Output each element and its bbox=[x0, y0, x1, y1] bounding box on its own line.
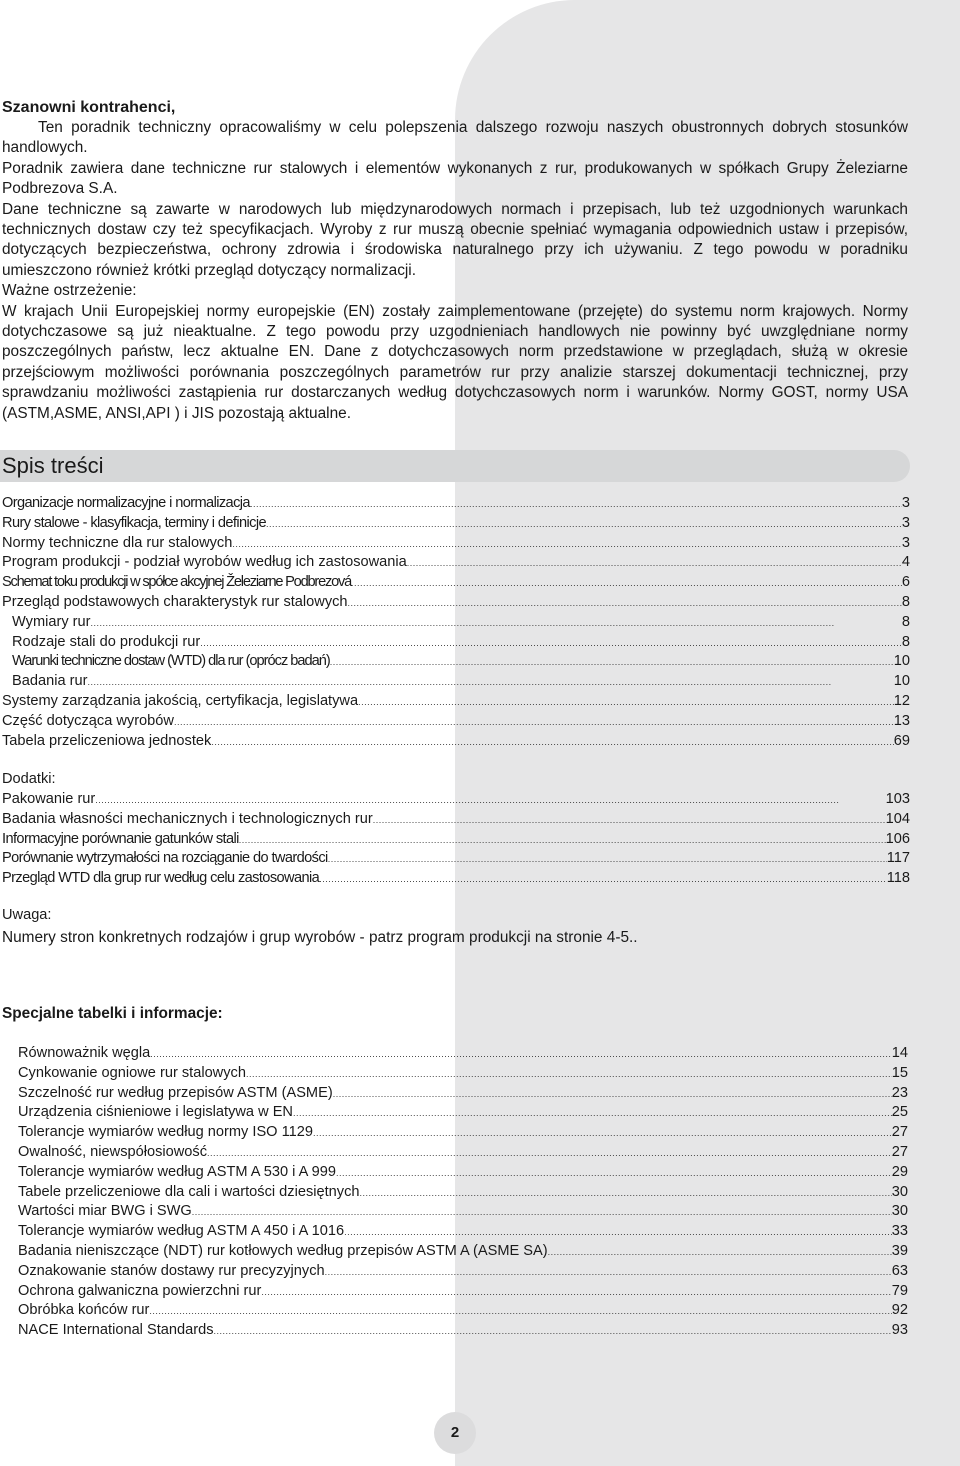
toc-item-page: 8 bbox=[901, 593, 910, 610]
dot-leader bbox=[250, 495, 902, 515]
dot-leader bbox=[360, 1184, 892, 1204]
dot-leader bbox=[266, 515, 902, 535]
dot-leader bbox=[548, 1243, 892, 1263]
toc-item-label: Tolerancje wymiarów według ASTM A 450 i A 1016 bbox=[18, 1223, 345, 1240]
dot-leader bbox=[344, 1223, 892, 1243]
toc-item-label: Oznakowanie stanów dostawy rur precyzyjnych bbox=[18, 1262, 325, 1279]
toc-item-label: Tabele przeliczeniowe dla cali i wartości dziesiętnych bbox=[18, 1183, 360, 1200]
toc-item-label: Organizacje normalizacyjne i normalizacja bbox=[2, 495, 250, 511]
dot-leader bbox=[313, 1124, 892, 1144]
toc-item-page: 92 bbox=[891, 1302, 908, 1319]
toc-subitem[interactable] bbox=[2, 672, 910, 692]
toc-item[interactable] bbox=[2, 692, 910, 712]
dot-leader bbox=[150, 1045, 892, 1065]
toc-item[interactable] bbox=[2, 553, 910, 573]
dot-leader bbox=[293, 1104, 892, 1124]
intro-paragraph: W krajach Unii Europejskiej normy europejskie (EN) zostały zaimplementowane (przejęte) do systemu norm krajowych. Normy dotychczasowe są już nieaktualne. Z tego powodu przy uzgodnieniach handlowych nie powinny być uwzględniane normy poszczególnych państw, lecz aktualne EN. Dane z dotychczasowych norm przedstawione w przeglądach, służą w okresie przejściowym możliwości porównania poszczególnych parametrów rur przy analizie starszej dokumentacji technicznej, przy sprawdzaniu możliwości zastąpienia rur dostarczanych według dotychczasowych norm i warunków. Normy GOST, normy USA (ASTM,ASME, ANSI,API ) i JIS pozostają aktualne. bbox=[2, 302, 908, 422]
toc-item-page: 3 bbox=[901, 534, 910, 551]
toc-item-page: 12 bbox=[893, 692, 910, 709]
special-item[interactable] bbox=[18, 1123, 908, 1143]
dot-leader bbox=[325, 1263, 892, 1283]
dot-leader bbox=[174, 713, 894, 733]
toc-item-label: Program produkcji - podział wyrobów według ich zastosowania bbox=[2, 554, 407, 571]
toc-item-page: 3 bbox=[901, 495, 910, 511]
intro-paragraph: Dane techniczne są zawarte w narodowych lub międzynarodowych normach i przepisach, lub też uzgodnionych warunkach technicznych dostaw czy też specyfikacjach. Wyroby z rur muszą obecnie spełniać wymagania odpowiednich ustaw i przepisów, dotyczących bezpieczeństwa, ochrony zdrowia i środowiska naturalnego przy ich używaniu. Z tego powodu w poradniku umieszczono również krótki przegląd dotyczący normalizacji. bbox=[2, 200, 908, 279]
toc-item-page: 63 bbox=[891, 1262, 908, 1279]
special-item[interactable] bbox=[18, 1262, 908, 1282]
dot-leader bbox=[149, 1302, 891, 1322]
dot-leader bbox=[211, 733, 893, 753]
dot-leader bbox=[95, 791, 885, 811]
special-title: Specjalne tabelki i informacje: bbox=[2, 1005, 223, 1022]
dot-leader bbox=[91, 614, 902, 634]
toc-item-page: 8 bbox=[901, 633, 910, 650]
toc-item-label: NACE International Standards bbox=[18, 1322, 214, 1339]
dot-leader bbox=[239, 831, 886, 851]
toc-item[interactable] bbox=[2, 712, 910, 732]
dot-leader bbox=[214, 1322, 892, 1342]
toc-item-page: 93 bbox=[891, 1322, 908, 1339]
toc-item[interactable] bbox=[2, 514, 910, 534]
toc-item-label: Pakowanie rur bbox=[2, 791, 96, 807]
toc-item-label: Owalność, niewspółosiowość bbox=[18, 1143, 207, 1160]
toc-item-label: Wymiary rur bbox=[12, 613, 91, 630]
toc-item-page: 4 bbox=[901, 554, 910, 571]
appendix-list bbox=[2, 790, 910, 889]
toc-item-label: Normy techniczne dla rur stalowych bbox=[2, 534, 233, 551]
page-number-badge: 2 bbox=[434, 1412, 476, 1454]
dot-leader bbox=[319, 870, 887, 890]
toc-item-label: Systemy zarządzania jakością, certyfikacja, legislatywa bbox=[2, 692, 359, 709]
toc-item-page: 23 bbox=[891, 1084, 908, 1101]
intro-text bbox=[2, 118, 908, 424]
appendix-item[interactable] bbox=[2, 849, 910, 869]
special-item[interactable] bbox=[18, 1321, 908, 1341]
special-item[interactable] bbox=[18, 1084, 908, 1104]
toc-item[interactable] bbox=[2, 593, 910, 613]
toc-item-page: 117 bbox=[886, 850, 910, 867]
special-list bbox=[18, 1044, 908, 1341]
dot-leader bbox=[192, 1203, 892, 1223]
toc-item-label: Badania własności mechanicznych i technologicznych rur bbox=[2, 810, 373, 827]
toc-item-page: 79 bbox=[891, 1282, 908, 1299]
toc-item-page: 104 bbox=[885, 810, 910, 827]
appendix-item[interactable] bbox=[2, 830, 910, 850]
dot-leader bbox=[207, 1144, 892, 1164]
special-item[interactable] bbox=[18, 1222, 908, 1242]
toc-item-label: Porównanie wytrzymałości na rozciąganie do twardości bbox=[2, 850, 328, 867]
dot-leader bbox=[407, 554, 902, 574]
toc-item-label: Szczelność rur według przepisów ASTM (ASME) bbox=[18, 1084, 333, 1101]
toc-item-page: 118 bbox=[886, 870, 910, 887]
toc-item-page: 27 bbox=[891, 1143, 908, 1160]
toc-item-page: 10 bbox=[893, 673, 910, 690]
dot-leader bbox=[328, 850, 887, 870]
toc-item-page: 8 bbox=[901, 613, 910, 630]
toc-item-label: Przegląd podstawowych charakterystyk rur stalowych bbox=[2, 593, 348, 610]
toc-title: Spis treści bbox=[2, 453, 104, 478]
toc-item-page: 13 bbox=[893, 712, 910, 729]
warning-label: Ważne ostrzeżenie: bbox=[2, 282, 137, 300]
dot-leader bbox=[351, 574, 902, 594]
dot-leader bbox=[246, 1065, 892, 1085]
dot-leader bbox=[358, 693, 894, 713]
toc-item-page: 15 bbox=[891, 1064, 908, 1081]
toc-item-label: Tabela przeliczeniowa jednostek bbox=[2, 732, 212, 749]
special-item[interactable] bbox=[18, 1242, 908, 1262]
toc-item-label: Równoważnik węgla bbox=[18, 1045, 151, 1061]
dot-leader bbox=[336, 1164, 892, 1184]
special-item[interactable] bbox=[18, 1202, 908, 1222]
toc-item-label: Rodzaje stali do produkcji rur bbox=[12, 633, 201, 650]
special-item[interactable] bbox=[18, 1301, 908, 1321]
toc-list bbox=[2, 494, 910, 751]
toc-item-label: Wartości miar BWG i SWG bbox=[18, 1203, 192, 1220]
dot-leader bbox=[348, 594, 902, 614]
toc-item[interactable] bbox=[2, 534, 910, 554]
dot-leader bbox=[373, 811, 886, 831]
dot-leader bbox=[200, 634, 902, 654]
toc-item-page: 6 bbox=[901, 574, 910, 591]
special-item[interactable] bbox=[18, 1163, 908, 1183]
appendix-item[interactable] bbox=[2, 810, 910, 830]
toc-item-page: 30 bbox=[891, 1183, 908, 1200]
toc-item-label: Informacyjne porównanie gatunków stali bbox=[2, 830, 239, 847]
toc-subitem[interactable] bbox=[2, 633, 910, 653]
toc-item-label: Tolerancje wymiarów według ASTM A 530 i A 999 bbox=[18, 1163, 336, 1180]
toc-item-label: Badania rur bbox=[12, 673, 88, 690]
dot-leader bbox=[330, 653, 894, 673]
dot-leader bbox=[87, 673, 893, 693]
special-item[interactable] bbox=[18, 1044, 908, 1064]
toc-item-label: Schemat toku produkcji w spółce akcyjnej Železiarne Podbrezová bbox=[2, 574, 352, 591]
toc-item-page: 30 bbox=[891, 1203, 908, 1220]
toc-item-page: 103 bbox=[885, 791, 910, 807]
toc-item-label: Urządzenia ciśnieniowe i legislatywa w EN bbox=[18, 1104, 293, 1121]
toc-header-bar bbox=[0, 450, 910, 482]
intro-paragraph: Poradnik zawiera dane techniczne rur stalowych i elementów wykonanych z rur, produkowanych w spółkach Grupy Żeleziarne Podbrezova S.A. bbox=[2, 159, 908, 198]
toc-item-label: Tolerancje wymiarów według normy ISO 1129 bbox=[18, 1124, 313, 1141]
toc-item-label: Cynkowanie ogniowe rur stalowych bbox=[18, 1064, 246, 1081]
toc-item-label: Rury stalowe - klasyfikacja, terminy i definicje bbox=[2, 514, 266, 531]
appendix-label: Dodatki: bbox=[2, 771, 56, 787]
special-item[interactable] bbox=[18, 1064, 908, 1084]
dot-leader bbox=[232, 535, 902, 555]
toc-subitem[interactable] bbox=[2, 652, 910, 672]
dot-leader bbox=[261, 1283, 891, 1303]
toc-item-page: 27 bbox=[891, 1124, 908, 1141]
toc-item-label: Warunki techniczne dostaw (WTD) dla rur (oprócz badań) bbox=[12, 653, 330, 670]
toc-item-label: Część dotycząca wyrobów bbox=[2, 712, 174, 729]
toc-item-label: Przegląd WTD dla grup rur według celu zastosowania bbox=[2, 870, 320, 887]
toc-item-page: 3 bbox=[901, 514, 910, 531]
toc-item-page: 29 bbox=[891, 1163, 908, 1180]
toc-item-page: 25 bbox=[891, 1104, 908, 1121]
dot-leader bbox=[333, 1085, 892, 1105]
toc-item-page: 14 bbox=[891, 1045, 908, 1061]
toc-item-page: 106 bbox=[885, 830, 910, 847]
toc-item-label: Badania nieniszczące (NDT) rur kotłowych według przepisów ASTM A (ASME SA) bbox=[18, 1242, 548, 1259]
appendix-item[interactable] bbox=[2, 869, 910, 889]
toc-item[interactable] bbox=[2, 573, 910, 593]
toc-item-page: 69 bbox=[893, 732, 910, 749]
toc-item[interactable] bbox=[2, 732, 910, 752]
intro-paragraph: Ten poradnik techniczny opracowaliśmy w celu polepszenia dalszego rozwoju naszych obustronnych dobrych stosunków handlowych. bbox=[2, 119, 908, 157]
toc-item-page: 10 bbox=[893, 653, 910, 670]
special-item[interactable] bbox=[18, 1183, 908, 1203]
special-item[interactable] bbox=[18, 1282, 908, 1302]
greeting: Szanowni kontrahenci, bbox=[2, 99, 176, 116]
toc-item-label: Ochrona galwaniczna powierzchni rur bbox=[18, 1282, 262, 1299]
toc-item[interactable] bbox=[2, 494, 910, 514]
special-item[interactable] bbox=[18, 1143, 908, 1163]
special-item[interactable] bbox=[18, 1103, 908, 1123]
appendix-item[interactable] bbox=[2, 790, 910, 810]
toc-subitem[interactable] bbox=[2, 613, 910, 633]
toc-item-page: 33 bbox=[891, 1223, 908, 1240]
toc-item-label: Obróbka końców rur bbox=[18, 1302, 150, 1319]
note-text: Numery stron konkretnych rodzajów i grup wyrobów - patrz program produkcji na stronie 4-5.. bbox=[2, 929, 638, 946]
toc-item-page: 39 bbox=[891, 1242, 908, 1259]
note-label: Uwaga: bbox=[2, 907, 52, 923]
